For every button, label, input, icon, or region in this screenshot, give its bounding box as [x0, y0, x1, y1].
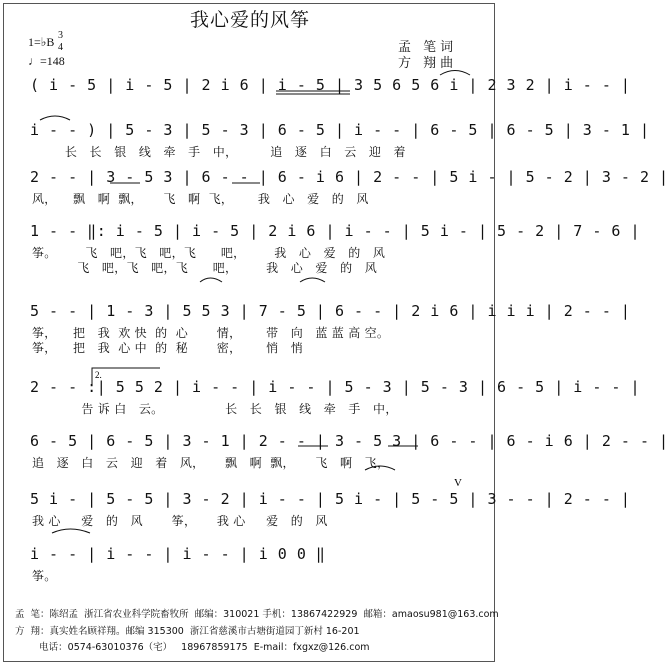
notation-row-2: i - - ) | 5 - 3 | 5 - 3 | 6 - 5 | i - - | 6 - 5 | 6 - 5 | 3 - 1 | [30, 121, 650, 139]
lyric-row-4-1: 筝。 飞 吧，飞 吧，飞 吧， 我 心 爱 的 风 [32, 246, 386, 260]
notation-row-8: 5 i - | 5 - 5 | 3 - 2 | i - - | 5 i - | 5 - 5 | 3 - - | 2 - - | [30, 490, 631, 508]
lyric-row-5-2: 筝， 把 我 心 中 的 秘 密， 悄 悄 [32, 341, 304, 355]
time-signature-bottom: 4 [58, 42, 63, 53]
lyric-row-5-1: 筝， 把 我 欢 快 的 心 情， 带 向 蓝 蓝 高 空。 [32, 326, 390, 340]
notation-row-4: 1 - - ‖: i - 5 | i - 5 | 2 i 6 | i - - | 5 i - | 5 - 2 | 7 - 6 | [30, 222, 640, 240]
lyric-row-7-1: 追 逐 白 云 迎 着 风， 飘 啊 飘， 飞 啊 飞， [32, 456, 390, 470]
time-signature-top: 3 [58, 30, 63, 41]
notation-row-3: 2 - - | 3 - 5 3 | 6 - - | 6 - i 6 | 2 - - | 5 i - | 5 - 2 | 3 - 2 | [30, 168, 669, 186]
key-signature: 1=♭B [28, 35, 55, 49]
lyric-row-3-1: 风， 飘 啊 飘， 飞 啊 飞， 我 心 爱 的 风 [32, 192, 369, 206]
lyric-row-8-1: 我 心 爱 的 风 筝， 我 心 爱 的 风 [32, 514, 328, 528]
footer-line-3: 电话：0574-63010376（宅） 18967859175 E-mail：fxgxz@126.com [15, 642, 370, 653]
lyric-row-4-2: 飞 吧，飞 吧，飞 吧， 我 心 爱 的 风 [32, 261, 378, 275]
lyric-row-6-1: 告 诉 白 云。 长 长 银 线 牵 手 中， [32, 402, 398, 416]
lyricist-credit: 孟 笔词 [398, 40, 458, 55]
svg-text:V: V [454, 477, 462, 489]
footer-line-1: 孟 笔：陈绍孟 浙江省农业科学院畜牧所 邮编：310021 手机：13867422929 邮箱：amaosu981@163.com [15, 609, 499, 620]
lyric-row-9-1: 筝。 [32, 569, 57, 583]
lyric-row-2-1: 长 长 银 线 牵 手 中， 追 逐 白 云 迎 着 [32, 145, 406, 159]
notation-row-5: 5 - - | 1 - 3 | 5 5 3 | 7 - 5 | 6 - - | 2 i 6 | i i i | 2 - - | [30, 302, 631, 320]
song-title: 我心爱的风筝 [189, 9, 310, 31]
notation-row-1: ( i - 5 | i - 5 | 2 i 6 | i - 5 | 3 5 6 5 6 i | 2 3 2 | i - - | [30, 76, 631, 94]
tempo-marking: ♩=148 [28, 54, 65, 68]
svg-text:2.: 2. [95, 370, 102, 380]
notation-row-7: 6 - 5 | 6 - 5 | 3 - 1 | 2 - - | 3 - 5 3 | 6 - - | 6 - i 6 | 2 - - | [30, 432, 669, 450]
footer-line-2: 方 翔：真实姓名顾祥翔。邮编 315300 浙江省慈溪市古塘街道园丁新村 16-201 [15, 626, 360, 637]
composer-credit: 方 翔曲 [398, 56, 458, 71]
notation-row-9: i - - | i - - | i - - | i 0 0 ‖ [30, 545, 326, 563]
notation-row-6: 2 - - :| 5 5 2 | i - - | i - - | 5 - 3 | 5 - 3 | 6 - 5 | i - - | [30, 378, 640, 396]
